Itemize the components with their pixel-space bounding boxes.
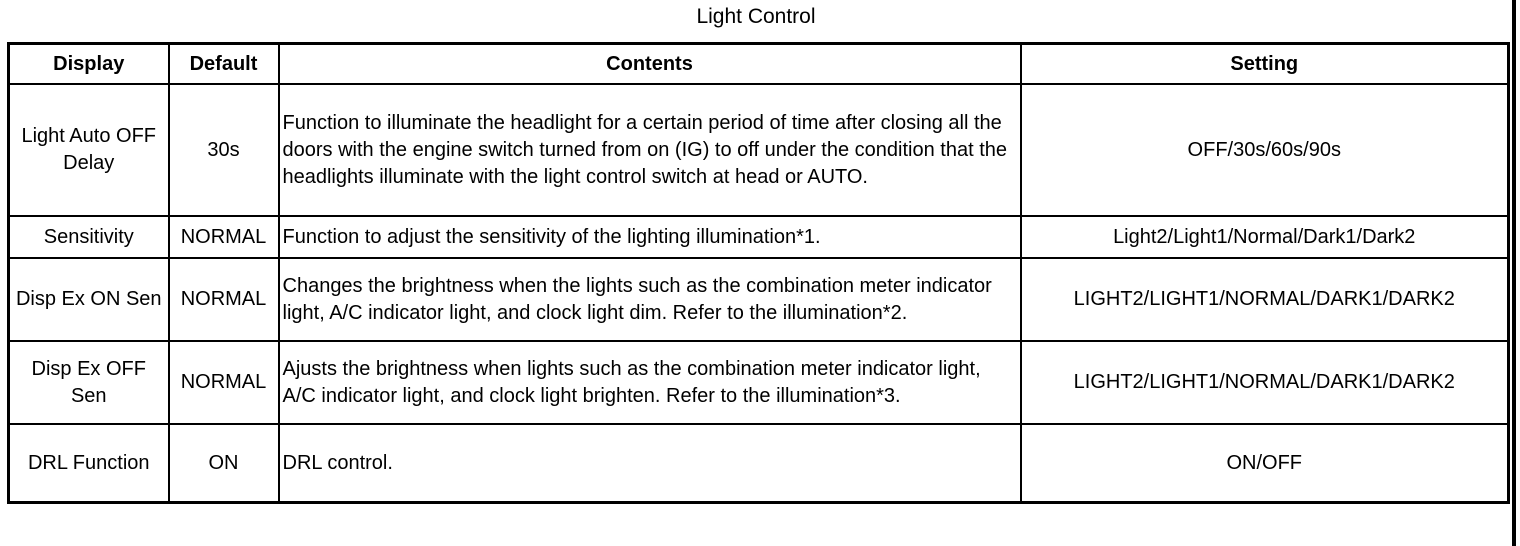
default-cell: 30s: [169, 84, 279, 216]
contents-cell: Function to illuminate the headlight for a certain period of time after closing all the doors with the engine switch turned from on (IG) to off under the condition that the headlights illuminate with the light control switch at head or AUTO.: [279, 84, 1021, 216]
table-row: [9, 216, 1509, 258]
header-default: Default: [169, 44, 279, 85]
table-row: [9, 341, 1509, 424]
contents-cell: Changes the brightness when the lights such as the combination meter indicator light, A/C indicator light, and clock light dim. Refer to the illumination*2.: [279, 258, 1021, 341]
contents-cell: Function to adjust the sensitivity of the lighting illumination*1.: [279, 216, 1021, 258]
default-cell: ON: [169, 424, 279, 503]
default-cell: NORMAL: [169, 341, 279, 424]
default-cell: NORMAL: [169, 216, 279, 258]
display-cell: Light Auto OFF Delay: [9, 84, 169, 216]
contents-cell: DRL control.: [279, 424, 1021, 503]
setting-cell: LIGHT2/LIGHT1/NORMAL/DARK1/DARK2: [1021, 341, 1509, 424]
display-cell: Disp Ex OFF Sen: [9, 341, 169, 424]
display-cell: Sensitivity: [9, 216, 169, 258]
page-title: Light Control: [696, 5, 816, 28]
setting-cell: LIGHT2/LIGHT1/NORMAL/DARK1/DARK2: [1021, 258, 1509, 341]
setting-cell: ON/OFF: [1021, 424, 1509, 503]
page-edge-line: [1512, 0, 1516, 546]
setting-cell: OFF/30s/60s/90s: [1021, 84, 1509, 216]
table-row: [9, 258, 1509, 341]
light-control-table: [7, 42, 1510, 504]
header-setting: Setting: [1021, 44, 1509, 85]
display-cell: Disp Ex ON Sen: [9, 258, 169, 341]
contents-cell: Ajusts the brightness when lights such as the combination meter indicator light, A/C indicator light, and clock light brighten. Refer to the illumination*3.: [279, 341, 1021, 424]
table-row: [9, 424, 1509, 503]
default-cell: NORMAL: [169, 258, 279, 341]
display-cell: DRL Function: [9, 424, 169, 503]
table-header-row: [9, 44, 1509, 85]
header-display: Display: [9, 44, 169, 85]
table-row: [9, 84, 1509, 216]
setting-cell: Light2/Light1/Normal/Dark1/Dark2: [1021, 216, 1509, 258]
header-contents: Contents: [279, 44, 1021, 85]
